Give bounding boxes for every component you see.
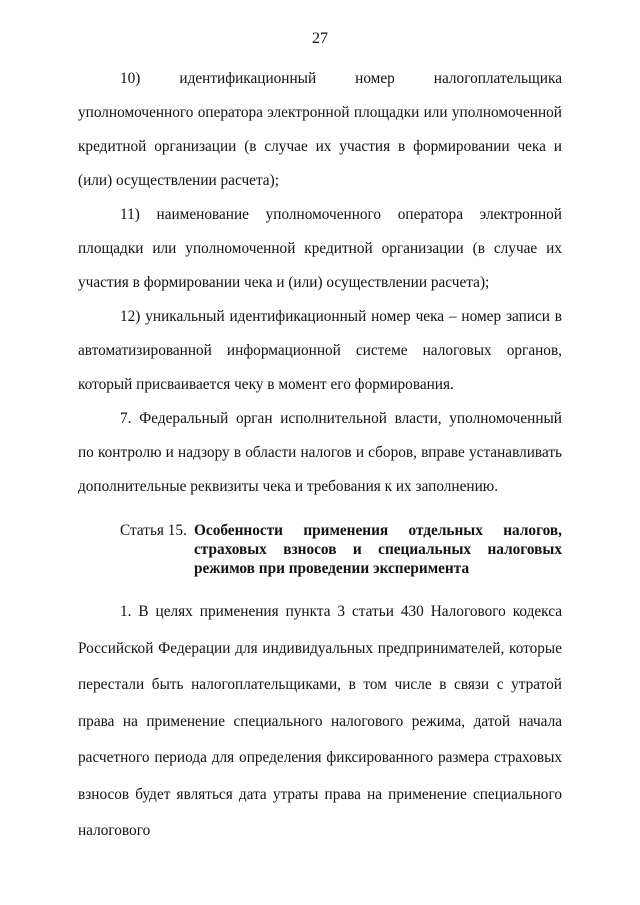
- article-title: Особенности применения отдельных налогов, страховых взносов и специальных налоговых режимов при проведении эксперимента: [194, 522, 562, 577]
- article-label: Статья 15.: [120, 522, 187, 539]
- article-heading: [78, 521, 562, 578]
- document-body: [78, 60, 562, 850]
- clause-7: 7. Федеральный орган исполнительной власти, уполномоченный по контролю и надзору в области налогов и сборов, вправе устанавливать дополнительные реквизиты чека и требования к их заполнению.: [78, 410, 562, 495]
- article-clause-1: 1. В целях применения пункта 3 статьи 430 Налогового кодекса Российской Федерации для индивидуальных предпринимателей, которые перестали быть налогоплательщиками, в том числе в связи с утратой права на применение специального налогового режима, датой начала расчетного периода для определения фиксированного размера страховых взносов будет являться дата утраты права на применение специального налогового: [78, 603, 562, 839]
- list-item-12: 12) уникальный идентификационный номер чека – номер записи в автоматизированной информационной системе налоговых органов, который присваивается чеку в момент его формирования.: [78, 308, 562, 393]
- page-number: 27: [312, 30, 328, 47]
- list-item-11: 11) наименование уполномоченного оператора электронной площадки или уполномоченной кредитной организации (в случае их участия в формировании чека и (или) осуществлении расчета);: [78, 206, 562, 291]
- list-item-10: 10) идентификационный номер налогоплательщика уполномоченного оператора электронной площадки или уполномоченной кредитной организации (в случае их участия в формировании чека и (или) осуществлении расчета);: [78, 70, 562, 189]
